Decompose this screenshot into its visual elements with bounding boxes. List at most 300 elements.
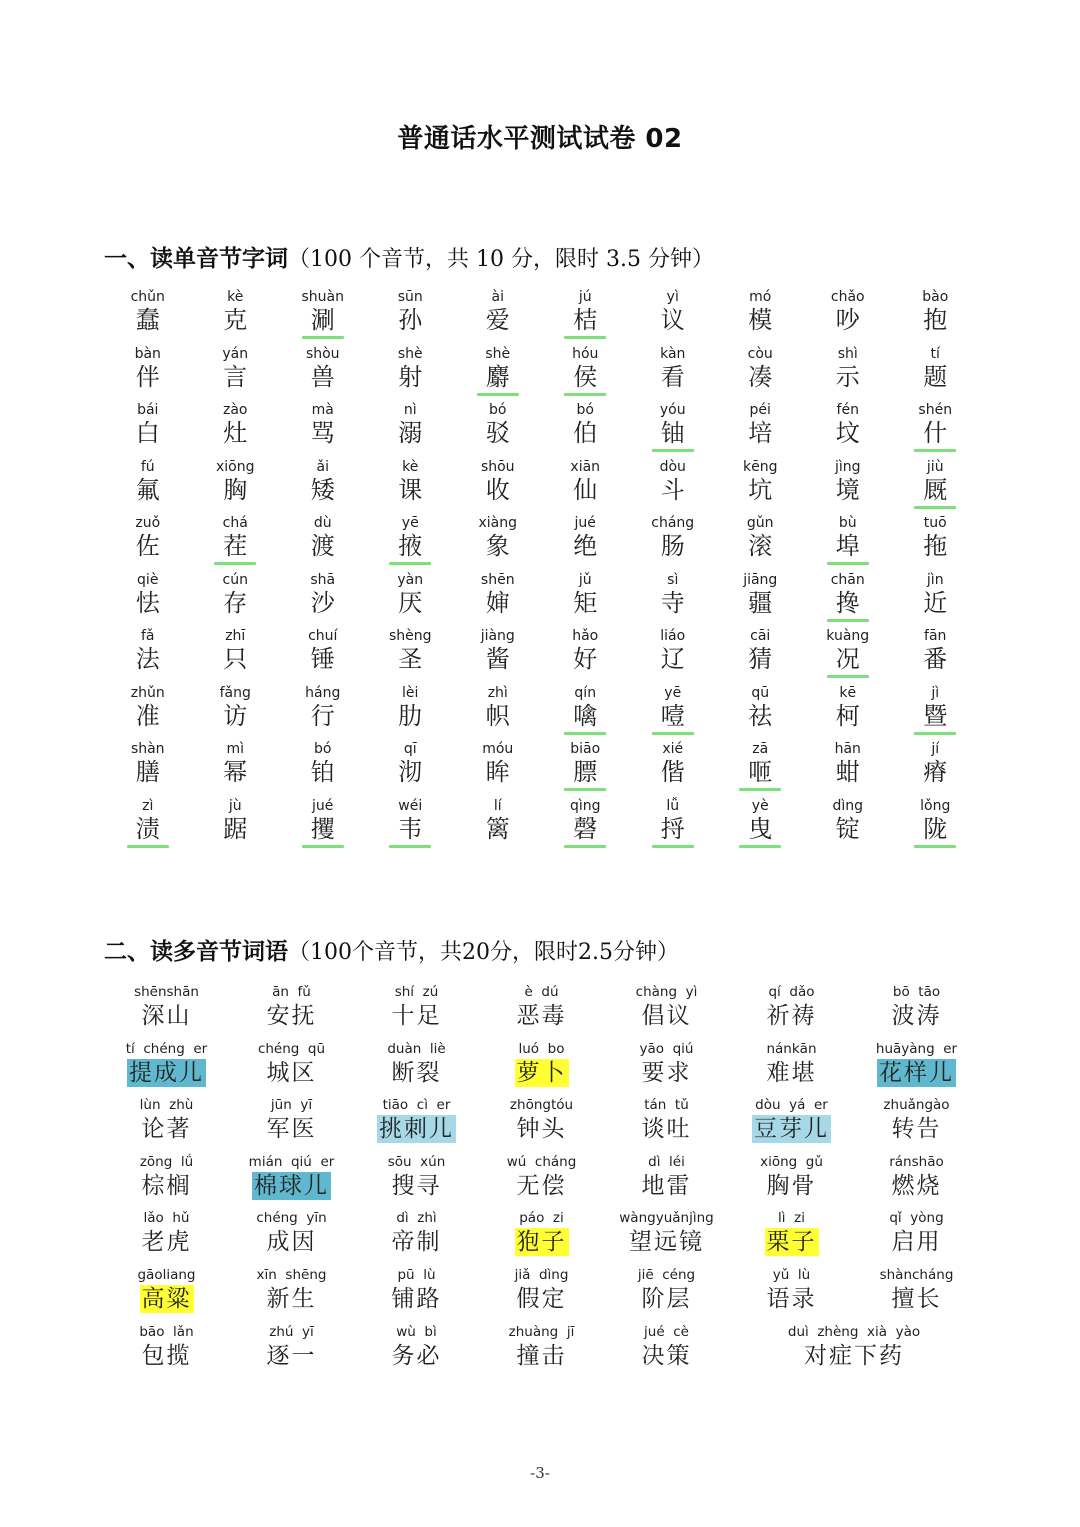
char-cell [892,288,980,345]
pinyin: tí chéng er [125,1040,208,1057]
word: 务必 [391,1342,442,1369]
hanzi: 锭 [835,814,860,843]
hanzi: 番 [923,645,948,673]
word: 棕榈 [141,1172,192,1199]
char-row [104,797,979,854]
pinyin: tí [930,345,940,362]
word-cell [854,1153,979,1210]
pinyin: zā [752,741,769,757]
pinyin: hóu [572,345,599,362]
char-cell [717,288,805,345]
hanzi: 孙 [398,306,423,334]
pinyin: yì [666,289,679,305]
hanzi: 伴 [135,362,160,391]
pinyin: yè [751,797,769,814]
char-cell [104,514,192,571]
char-cell [279,797,367,854]
char-cell [279,740,367,797]
hanzi: 克 [223,306,248,334]
hanzi: 肠 [660,532,685,560]
pinyin: zhú yī [269,1323,314,1340]
word: 祈祷 [766,1003,817,1029]
hanzi: 偕 [660,758,685,786]
green-underline [914,449,956,452]
word: 要求 [641,1059,692,1086]
pinyin: ránshāo [889,1153,944,1170]
pinyin: qín [574,684,597,701]
word: 帝制 [391,1229,442,1256]
char-cell [367,684,455,741]
char-row [104,514,979,571]
pinyin: móu [482,741,514,757]
char-cell [367,740,455,797]
word-cell [604,1096,729,1153]
pinyin: shōu [480,458,515,475]
hanzi: 近 [923,588,948,617]
word-cell [354,1096,479,1153]
pinyin: bó [489,402,507,418]
char-cell [892,684,980,741]
highlighted-word: 高粱 [141,1285,192,1312]
char-cell [892,797,980,854]
hanzi: 只 [223,645,248,673]
word: 阶层 [641,1285,692,1312]
hanzi: 抱 [923,306,948,334]
hanzi: 铂 [310,758,335,786]
hanzi: 韦 [398,814,423,843]
pinyin: chǔn [130,289,165,305]
hanzi: 吵 [835,306,860,334]
highlighted-word: 狍子 [516,1229,567,1256]
char-cell [454,797,542,854]
pinyin: wù bì [396,1323,437,1340]
pinyin: liáo [660,628,686,644]
hanzi: 磬 [573,814,598,843]
word: 撞击 [516,1342,567,1369]
char-cell [192,458,280,515]
word-cell [729,983,854,1040]
pinyin: zuǒ [135,515,161,531]
word-cell [229,1323,354,1380]
pinyin: fǎng [219,684,251,701]
char-cell [454,627,542,684]
word-cell [729,1266,854,1323]
word-cell [729,1153,854,1210]
pinyin: cún [222,571,248,588]
char-cell [192,288,280,345]
green-underline [564,336,606,339]
pinyin: chǎo [830,289,865,305]
hanzi: 膳 [135,758,160,786]
multi-syllable-grid [104,983,979,1379]
char-cell [892,401,980,458]
green-underline [652,845,694,848]
hanzi: 桔 [573,306,598,334]
pinyin: xīn shēng [256,1266,327,1283]
hanzi: 佐 [135,532,160,560]
pinyin: jiǎ dìng [514,1266,569,1283]
hanzi: 议 [660,306,685,334]
hanzi: 课 [398,475,423,504]
word: 十足 [391,1003,442,1029]
pinyin: qū [751,684,770,701]
pinyin: huāyàng er [875,1040,958,1057]
pinyin: chá [222,515,248,531]
highlighted-word: 棉球儿 [254,1172,329,1199]
hanzi: 蠢 [135,306,160,334]
hanzi: 辽 [660,645,685,673]
word: 燃烧 [891,1172,942,1199]
green-underline [739,845,781,848]
word-cell [604,1153,729,1210]
char-cell [892,627,980,684]
char-cell [367,401,455,458]
word-cell [729,1209,854,1266]
char-cell [542,797,630,854]
char-cell [717,401,805,458]
pinyin: cāi [750,628,771,644]
word-cell [729,1040,854,1097]
hanzi: 疆 [748,588,773,617]
hanzi: 行 [310,701,335,730]
pinyin: chuí [308,628,338,644]
hanzi: 言 [223,362,248,391]
pinyin: jú [578,289,592,305]
char-cell [367,345,455,402]
hanzi: 噎 [660,701,685,730]
char-cell [629,401,717,458]
word-cell [854,1209,979,1266]
green-underline [827,562,869,565]
word-row [104,1096,979,1153]
pinyin: zhī [225,628,246,644]
pinyin: dì léi [648,1153,685,1170]
char-cell [717,571,805,628]
pinyin: sōu xún [387,1153,446,1170]
hanzi: 暨 [923,701,948,730]
green-underline [827,675,869,678]
pinyin: zì [142,797,154,814]
pinyin: shèng [388,628,432,644]
word-cell [104,1153,229,1210]
hanzi: 篱 [485,814,510,843]
pinyin: kè [402,458,419,475]
hanzi: 胸 [223,475,248,504]
word: 无偿 [516,1172,567,1199]
pinyin: dòu yá er [755,1097,828,1114]
char-cell [279,627,367,684]
pinyin: zhōngtóu [509,1097,574,1114]
char-cell [717,740,805,797]
hanzi: 噙 [573,701,598,730]
word-cell [354,1323,479,1380]
word-cell [354,983,479,1040]
char-cell [367,571,455,628]
highlighted-word: 花样儿 [879,1059,954,1086]
hanzi: 婶 [485,588,510,617]
hanzi: 灶 [223,419,248,447]
word-cell [479,1040,604,1097]
hanzi: 溺 [398,419,423,447]
pinyin: jiàng [480,628,515,644]
word: 假定 [516,1285,567,1312]
char-cell [892,345,980,402]
pinyin: fén [836,402,859,418]
char-cell [367,288,455,345]
char-cell [104,401,192,458]
green-underline [652,449,694,452]
char-cell [717,458,805,515]
char-cell [804,684,892,741]
pinyin: xiōng [216,458,255,475]
char-row [104,288,979,345]
word-cell [479,1153,604,1210]
char-cell [104,627,192,684]
hanzi: 绝 [573,532,598,560]
char-cell [279,288,367,345]
pinyin: fú [140,458,155,475]
green-underline [914,845,956,848]
word-cell [354,1266,479,1323]
char-cell [542,458,630,515]
char-cell [454,345,542,402]
hanzi: 斗 [660,475,685,504]
pinyin: còu [747,345,773,362]
pinyin: jué cè [644,1323,689,1340]
hanzi: 曳 [748,814,773,843]
hanzi: 祛 [748,701,773,730]
char-cell [804,345,892,402]
char-cell [629,797,717,854]
word: 语录 [766,1285,817,1312]
hanzi: 麝 [485,362,510,391]
pinyin: biāo [570,741,601,757]
char-cell [454,740,542,797]
hanzi: 茬 [223,532,248,560]
hanzi: 况 [835,645,860,673]
word-cell [104,1266,229,1323]
hanzi: 锤 [310,645,335,673]
section1-note: （100 个音节，共 10 分，限时 3.5 分钟） [288,247,714,272]
pinyin: shēn [480,571,515,588]
char-cell [192,684,280,741]
word-cell [479,983,604,1040]
hanzi: 示 [835,362,860,391]
pinyin: bāo lǎn [139,1323,194,1340]
pinyin: xié [662,741,684,757]
pinyin: shàn [130,741,165,757]
pinyin: chéng qū [257,1040,326,1057]
char-cell [804,288,892,345]
green-underline [477,393,519,396]
pinyin: lǚ [666,797,680,814]
hanzi: 培 [748,419,773,447]
pinyin: shēnshān [134,984,199,1000]
char-row [104,571,979,628]
char-cell [629,514,717,571]
pinyin: jìng [834,458,861,475]
char-cell [192,514,280,571]
char-cell [629,627,717,684]
pinyin: wú cháng [506,1153,577,1170]
green-underline [302,845,344,848]
pinyin: yē [664,684,682,701]
char-cell [892,458,980,515]
char-cell [629,288,717,345]
char-cell [454,458,542,515]
hanzi: 沏 [398,758,423,786]
pinyin: mó [749,289,772,305]
green-underline [389,562,431,565]
hanzi: 酱 [485,645,510,673]
char-cell [192,797,280,854]
pinyin: dì zhì [396,1210,437,1227]
hanzi: 射 [398,362,423,391]
green-underline [564,788,606,791]
pinyin: háng [305,684,341,701]
pinyin: hǎo [572,628,599,644]
hanzi: 访 [223,701,248,730]
pinyin: yán [222,345,249,362]
pinyin: qǐ yòng [889,1210,944,1227]
hanzi: 矩 [573,588,598,617]
pinyin: shén [918,402,953,418]
pinyin: páo zi [519,1210,564,1227]
char-cell [454,401,542,458]
green-underline [564,732,606,735]
char-cell [804,514,892,571]
word: 逐一 [266,1342,317,1369]
char-cell [192,627,280,684]
word: 搜寻 [391,1172,442,1199]
word-cell [354,1153,479,1210]
hanzi: 仙 [573,475,598,504]
hanzi: 厩 [923,475,948,504]
word: 深山 [141,1003,192,1029]
pinyin: shā [310,571,336,588]
section2-title: 二、读多音节词语 [104,939,288,965]
word-cell [229,983,354,1040]
char-cell [454,288,542,345]
word-cell [229,1209,354,1266]
word-cell [104,1323,229,1380]
green-underline [914,732,956,735]
pinyin: cháng [651,515,695,531]
word-row [104,1040,979,1097]
word: 擅长 [891,1285,942,1312]
word: 老虎 [141,1229,192,1256]
pinyin: lǎo hǔ [143,1210,190,1227]
pinyin: sì [667,571,679,588]
pinyin: shè [397,345,423,362]
hanzi: 踞 [223,814,248,843]
char-cell [804,571,892,628]
word: 安抚 [266,1003,317,1029]
word-cell [354,1040,479,1097]
pinyin: yǔ lù [772,1266,811,1283]
word: 钟头 [516,1116,567,1143]
char-cell [629,345,717,402]
char-row [104,740,979,797]
pinyin: jù [228,797,242,814]
hanzi: 膘 [573,758,598,786]
pinyin: jì [931,684,940,701]
hanzi: 什 [923,419,948,447]
hanzi: 白 [135,419,160,447]
word: 新生 [266,1285,317,1312]
char-cell [629,684,717,741]
word: 转告 [891,1116,942,1143]
pinyin: qí dǎo [768,984,815,1000]
word-cell [604,1266,729,1323]
pinyin: yāo qiú [639,1040,694,1057]
pinyin: jué [312,797,334,814]
word: 恶毒 [516,1003,567,1029]
char-cell [104,571,192,628]
pinyin: dòu [659,458,686,475]
word-cell [854,983,979,1040]
pinyin: chān [830,571,865,588]
pinyin: jí [931,741,940,757]
word-row [104,1209,979,1266]
hanzi: 寺 [660,588,685,617]
char-cell [804,401,892,458]
word-cell [104,983,229,1040]
hanzi: 渡 [310,532,335,560]
char-cell [104,345,192,402]
hanzi: 沙 [310,588,335,617]
char-cell [629,740,717,797]
pinyin: tuō [923,515,947,531]
hanzi: 侯 [573,362,598,391]
word: 城区 [266,1059,317,1086]
highlighted-word: 栗子 [766,1229,817,1256]
char-cell [104,797,192,854]
hanzi: 法 [135,645,160,673]
hanzi: 模 [748,306,773,334]
hanzi: 骂 [310,419,335,447]
word-cell [479,1209,604,1266]
green-underline [127,845,169,848]
hanzi: 题 [923,362,948,391]
char-cell [192,401,280,458]
word-cell [854,1096,979,1153]
pinyin: kē [839,684,857,701]
char-cell [542,740,630,797]
word-cell [604,1323,729,1380]
hanzi: 陇 [923,814,948,843]
section1-title: 一、读单音节字词 [104,246,288,272]
green-underline [214,562,256,565]
hanzi: 氟 [135,475,160,504]
pinyin: qìng [569,797,601,814]
char-cell [542,345,630,402]
word-row [104,1153,979,1210]
word: 铺路 [391,1285,442,1312]
word-cell [104,1040,229,1097]
char-cell [717,684,805,741]
char-cell [454,514,542,571]
pinyin: zhǔn [130,684,165,701]
char-cell [717,514,805,571]
pinyin: ài [491,289,504,305]
hanzi: 坟 [835,419,860,447]
char-cell [192,571,280,628]
char-cell [892,740,980,797]
highlighted-word: 挑刺儿 [379,1116,454,1143]
char-row [104,401,979,458]
char-cell [279,345,367,402]
